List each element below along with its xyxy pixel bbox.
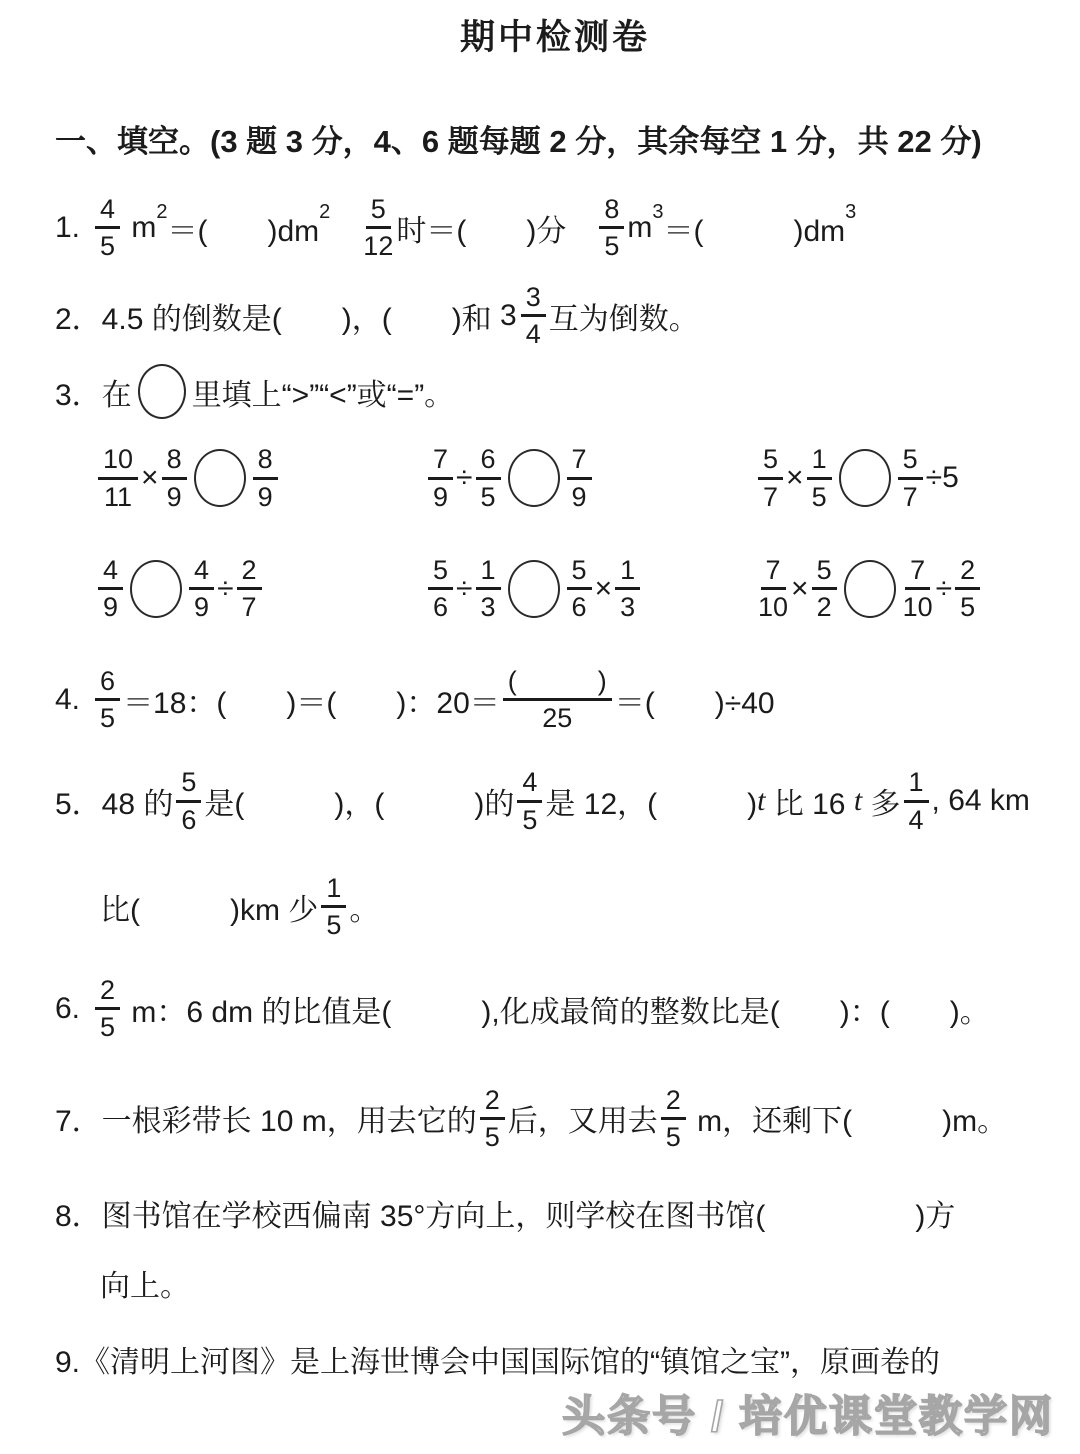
question-6: [55, 976, 1055, 1042]
numerator: 6: [95, 667, 120, 701]
numerator: 2: [95, 976, 120, 1010]
question-1: [55, 195, 1055, 261]
text-run: ÷: [456, 461, 473, 495]
numerator: 7: [905, 556, 930, 590]
comparison-expression: [95, 556, 425, 622]
superscript: 3: [652, 201, 664, 224]
spacer: [566, 227, 596, 228]
question-2: [55, 283, 1055, 349]
denominator: 10: [902, 592, 933, 623]
denominator: 9: [571, 481, 587, 512]
numerator: 2: [237, 556, 262, 590]
numerator: ( ): [503, 667, 612, 701]
numerator: 3: [521, 283, 546, 317]
denominator: 9: [166, 481, 182, 512]
denominator: 3: [480, 592, 496, 623]
denominator: 3: [620, 592, 636, 623]
denominator: 6: [433, 592, 449, 623]
fraction: [176, 768, 201, 834]
denominator: 7: [241, 592, 257, 623]
text-run: 8．图书馆在学校西偏南 35°方向上，则学校在图书馆( )方: [55, 1200, 956, 1234]
text-run: ＝( )dm: [663, 214, 846, 248]
fraction: [363, 195, 393, 261]
question-3: [55, 364, 1055, 621]
fraction: [189, 556, 214, 622]
text-run: m: [123, 210, 157, 244]
text-run: 1.: [55, 210, 81, 244]
numerator: 5: [176, 768, 201, 802]
denominator: 4: [908, 804, 924, 835]
fraction: [758, 445, 783, 511]
numerator: 1: [904, 768, 929, 802]
comparison-expression: [425, 556, 755, 622]
spacer: [80, 227, 92, 228]
question-line: [55, 768, 1055, 834]
text-run: 比 16: [765, 788, 854, 822]
section-heading: 一、填空。(3 题 3 分，4、6 题每题 2 分，其余每空 1 分，共 22 分): [55, 124, 982, 159]
spacer: [330, 227, 360, 228]
whole-part: 3: [500, 298, 517, 332]
fraction: [480, 1086, 505, 1152]
spacer: [80, 699, 92, 700]
question-line: [55, 976, 1055, 1042]
numerator: 5: [812, 556, 837, 590]
denominator: 7: [763, 481, 779, 512]
fraction: [428, 556, 453, 622]
spacer: [80, 1008, 92, 1009]
fraction: [567, 556, 592, 622]
numerator: 10: [98, 445, 138, 479]
comparison-circle: [839, 449, 891, 507]
numerator: 6: [476, 445, 501, 479]
variable: t: [853, 784, 863, 818]
text-run: 后，又用去: [507, 1105, 658, 1139]
page-title: 期中检测卷: [459, 18, 650, 57]
comparison-expression: [755, 445, 1080, 511]
text-run: ÷: [456, 571, 473, 605]
denominator: 5: [484, 1121, 500, 1152]
fraction: [807, 445, 832, 511]
denominator: 5: [326, 910, 342, 941]
numerator: 5: [366, 195, 391, 229]
denominator: 9: [103, 592, 119, 623]
fraction: [428, 445, 453, 511]
fraction: [98, 445, 138, 511]
comparison-circle: [194, 449, 246, 507]
fraction: [661, 1086, 686, 1152]
text-run: 里填上“>”“<”或“=”。: [191, 378, 455, 412]
fraction: [567, 445, 592, 511]
denominator: 5: [100, 231, 116, 262]
numerator: 4: [95, 195, 120, 229]
text-run: 7．一根彩带长 10 m，用去它的: [55, 1105, 477, 1139]
numerator: 8: [253, 445, 278, 479]
fraction: [615, 556, 640, 622]
denominator: 9: [194, 592, 210, 623]
question-line: [55, 1191, 1055, 1235]
comparison-expression: [755, 556, 1080, 622]
text-run: , 64 km: [931, 784, 1030, 818]
denominator: 11: [104, 481, 133, 512]
fraction: [95, 667, 120, 733]
text-run: m: [627, 210, 653, 244]
questions-list: [55, 195, 1055, 1381]
text-run: ＝( )dm: [167, 214, 320, 248]
fraction: [476, 445, 501, 511]
numerator: 4: [98, 556, 123, 590]
numerator: 8: [162, 445, 187, 479]
fraction: [476, 556, 501, 622]
superscript: 2: [319, 201, 331, 224]
fraction: [521, 283, 546, 349]
text-run: ＝( )÷40: [614, 686, 775, 720]
denominator: 5: [665, 1121, 681, 1152]
text-run: m，还剩下( )m。: [688, 1105, 1008, 1139]
numerator: 4: [189, 556, 214, 590]
text-run: 2．4.5 的倒数是( )，( )和: [55, 302, 501, 336]
numerator: 5: [567, 556, 592, 590]
denominator: 2: [816, 592, 832, 623]
fraction: [321, 874, 346, 940]
text-run: 是( )，( )的: [204, 788, 515, 822]
comparison-circle: [844, 560, 896, 618]
fraction: [903, 556, 933, 622]
comparison-circle: [130, 560, 182, 618]
numerator: 7: [761, 556, 786, 590]
question-line: [55, 364, 1055, 419]
denominator: 5: [811, 481, 827, 512]
question-9: [55, 1337, 1055, 1381]
text-run: 4.: [55, 682, 81, 716]
question-line: [55, 667, 1055, 733]
question-line: [100, 1261, 1055, 1305]
text-run: 时＝( )分: [396, 214, 567, 248]
fraction: [955, 556, 980, 622]
question-8: [55, 1191, 1055, 1305]
text-run: 9.《清明上河图》是上海世博会中国国际馆的“镇馆之宝”，原画卷的: [55, 1346, 940, 1380]
text-run: ÷5: [925, 461, 959, 495]
question-line: [100, 874, 1055, 940]
question-line: [55, 1086, 1055, 1152]
numerator: 2: [955, 556, 980, 590]
numerator: 5: [428, 556, 453, 590]
text-run: ×: [594, 571, 613, 605]
fraction: [237, 556, 262, 622]
fraction: [812, 556, 837, 622]
text-run: 是 12，( ): [545, 788, 758, 822]
denominator: 5: [480, 481, 496, 512]
question-line: [55, 283, 1055, 349]
denominator: 7: [902, 481, 918, 512]
fraction: [253, 445, 278, 511]
text-run: 6.: [55, 991, 81, 1025]
numerator: 1: [615, 556, 640, 590]
watermark: 头条号 / 培优课堂教学网: [562, 1393, 1054, 1441]
question-4: [55, 667, 1055, 733]
denominator: 5: [604, 231, 620, 262]
text-run: ÷: [935, 571, 953, 605]
text-run: m：6 dm 的比值是( ),化成最简的整数比是( )：( )。: [123, 995, 990, 1029]
superscript: 2: [156, 201, 168, 224]
mixed-number: [500, 283, 549, 349]
text-run: 5．48 的: [55, 788, 174, 822]
denominator: 9: [257, 481, 273, 512]
denominator: 10: [758, 592, 789, 623]
denominator: 4: [525, 319, 541, 350]
text-run: 向上。: [100, 1270, 190, 1304]
question-line: [55, 1337, 1055, 1381]
superscript: 3: [845, 201, 857, 224]
fraction: [758, 556, 788, 622]
fraction: [162, 445, 187, 511]
fraction: [599, 195, 624, 261]
text-run: ×: [141, 461, 159, 495]
numerator: 8: [599, 195, 624, 229]
denominator: 6: [571, 592, 587, 623]
fraction: [95, 195, 120, 261]
denominator: 9: [433, 481, 449, 512]
question-5: [55, 768, 1055, 939]
numerator: 4: [517, 768, 542, 802]
text-run: ＝18：( )＝( )：20＝: [123, 686, 500, 720]
numerator: 5: [758, 445, 783, 479]
numerator: 5: [898, 445, 923, 479]
denominator: 5: [522, 804, 538, 835]
numerator: 2: [661, 1086, 686, 1120]
denominator: 25: [542, 703, 573, 734]
fraction: [98, 556, 123, 622]
fraction: [517, 768, 542, 834]
variable: t: [757, 784, 766, 818]
text-run: 互为倒数。: [548, 302, 699, 336]
comparison-expression: [425, 445, 755, 511]
fraction: [95, 976, 120, 1042]
numerator: 7: [567, 445, 592, 479]
denominator: 5: [960, 592, 976, 623]
text-run: ×: [786, 461, 804, 495]
numerator: 1: [321, 874, 346, 908]
text-run: 。: [349, 893, 380, 927]
comparison-circle: [508, 560, 560, 618]
fraction: [898, 445, 923, 511]
fill-in-circle: [138, 364, 186, 419]
denominator: 5: [100, 703, 116, 734]
numerator: 1: [807, 445, 832, 479]
numerator: 7: [428, 445, 453, 479]
question-line: [55, 195, 1055, 261]
text-run: 比( )km 少: [100, 893, 319, 927]
denominator: 6: [181, 804, 197, 835]
numerator: 2: [480, 1086, 505, 1120]
text-run: ×: [791, 571, 809, 605]
denominator: 12: [363, 231, 394, 262]
denominator: 5: [100, 1012, 116, 1043]
text-run: ÷: [217, 571, 234, 605]
fraction: [503, 667, 612, 733]
numerator: 1: [476, 556, 501, 590]
text-run: 3．在: [55, 378, 132, 412]
comparison-expression: [95, 445, 425, 511]
comparison-row: [95, 445, 1055, 511]
question-7: [55, 1086, 1055, 1152]
text-run: 多: [862, 788, 901, 822]
fraction: [904, 768, 929, 834]
comparison-row: [95, 556, 1055, 622]
comparison-circle: [508, 449, 560, 507]
